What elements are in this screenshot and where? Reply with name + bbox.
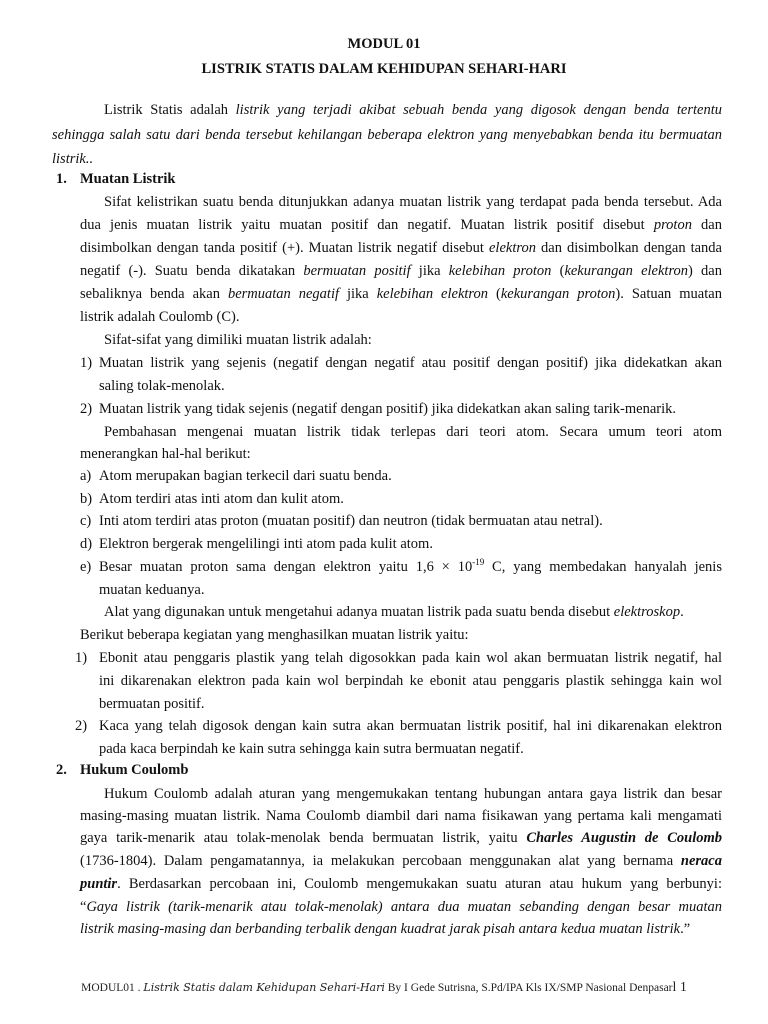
list3-item-1-line-2: ini dikarenakan elektron pada kain wol berpindah ke ebonit atau penggaris plastik sehingga kain wol <box>99 673 722 689</box>
list1-item-2-line-1: Muatan listrik yang tidak sejenis (negatif dengan positif) jika didekatkan akan saling tarik-menarik. <box>99 401 677 417</box>
page-number: l 1 <box>672 980 687 995</box>
list3-item-1-line-1: Ebonit atau penggaris plastik yang telah digosokkan pada kain wol akan bermuatan listrik negatif, hal <box>99 650 722 666</box>
s1-p1-line-1: Sifat kelistrikan suatu benda ditunjukkan adanya muatan listrik yang terdapat pada benda tersebut. Ada <box>104 194 722 210</box>
list3-item-2-line-1: Kaca yang telah digosok dengan kain sutra akan bermuatan listrik positif, hal ini dikarenakan elektron <box>99 718 722 734</box>
list2-item-e-line-1: Besar muatan proton sama dengan elektron yaitu $1,6 \times 10^{-19}$ C, yang membedakan hanyalah jenis <box>99 557 722 575</box>
list1-item-1-line-2: saling tolak-menolak. <box>99 378 225 394</box>
list3-item-1-marker: 1) <box>75 650 88 666</box>
s1-p1-line-6: listrik adalah Coulomb (C). <box>80 309 240 325</box>
s2-line-5: puntir. Berdasarkan percobaan ini, Coulomb mengemukakan suatu aturan atau hukum yang berbunyi: <box>80 876 722 892</box>
page-footer: MODUL01 . Listrik Statis dalam Kehidupan Sehari-Hari By I Gede Sutrisna, S.Pd/IPA Kls IX/SMP Nasional Denpasarl 1 <box>81 980 687 995</box>
s1-p2: Sifat-sifat yang dimiliki muatan listrik adalah: <box>104 332 372 348</box>
list3-item-2-line-2: pada kaca berpindah ke kain sutra sehingga kain sutra bermuatan negatif. <box>99 741 524 757</box>
list2-item-d: Elektron bergerak mengelilingi inti atom pada kulit atom. <box>99 536 433 552</box>
list3-item-2-marker: 2) <box>75 718 88 734</box>
list2-item-b-marker: b) <box>80 491 93 507</box>
section-1-number: 1. <box>56 171 67 187</box>
section-2-number: 2. <box>56 762 67 778</box>
list1-item-1-marker: 1) <box>80 355 93 371</box>
s2-line-2: masing-masing muatan listrik. Nama Coulomb diambil dari nama fisikawan yang pertama kali mengamati <box>80 808 722 824</box>
list2-item-c: Inti atom terdiri atas proton (muatan positif) dan neutron (tidak bermuatan atau netral). <box>99 513 603 529</box>
list2-item-e-line-2: muatan keduanya. <box>99 582 205 598</box>
list2-item-e-marker: e) <box>80 559 92 575</box>
list2-item-a: Atom merupakan bagian terkecil dari suatu benda. <box>99 468 392 484</box>
intro-line-2: sehingga salah satu dari benda tersebut kehilangan beberapa elektron yang menyebabkan benda itu bermuatan <box>52 127 722 143</box>
s2-line-3: gaya tarik-menarik atau tolak-menolak benda bermuatan listrik, yaitu Charles Augustin de Coulomb <box>80 830 722 846</box>
s1-p1-line-4: negatif (-). Suatu benda dikatakan bermuatan positif jika kelebihan proton (kekurangan elektron) dan <box>80 263 722 279</box>
section-2-heading: Hukum Coulomb <box>80 762 189 778</box>
section-1-heading: Muatan Listrik <box>80 171 176 187</box>
list1-item-2-marker: 2) <box>80 401 93 417</box>
module-title: LISTRIK STATIS DALAM KEHIDUPAN SEHARI-HARI <box>201 61 567 77</box>
s1-p3-line-2: menerangkan hal-hal berikut: <box>80 446 251 462</box>
s1-p3-line-1: Pembahasan mengenai muatan listrik tidak terlepas dari teori atom. Secara umum teori atom <box>104 424 722 440</box>
s1-p1-line-5: sebaliknya benda akan bermuatan negatif jika kelebihan elektron (kekurangan proton). Satuan muatan <box>80 286 722 302</box>
intro-line-1: Listrik Statis adalah listrik yang terjadi akibat sebuah benda yang digosok dengan benda tertentu <box>104 102 722 118</box>
intro-line-3: listrik.. <box>52 151 94 167</box>
s1-p5: Berikut beberapa kegiatan yang menghasilkan muatan listrik yaitu: <box>80 627 469 643</box>
list2-item-b: Atom terdiri atas inti atom dan kulit atom. <box>99 491 344 507</box>
list1-item-1-line-1: Muatan listrik yang sejenis (negatif dengan negatif atau positif dengan positif) jika didekatkan akan <box>99 355 722 371</box>
s1-p1-line-2: dua jenis muatan listrik yaitu muatan positif dan negatif. Muatan listrik positif disebut proton dan <box>80 217 722 233</box>
list3-item-1-line-3: bermuatan positif. <box>99 696 205 712</box>
module-number: MODUL 01 <box>347 36 421 52</box>
s2-line-7: listrik masing-masing dan berbanding terbalik dengan kuadrat jarak pisah antara kedua muatan listrik.” <box>80 921 691 937</box>
list2-item-d-marker: d) <box>80 536 93 552</box>
s2-line-4: (1736-1804). Dalam pengamatannya, ia melakukan percobaan menggunakan alat yang bernama neraca <box>80 853 722 869</box>
list2-item-a-marker: a) <box>80 468 92 484</box>
s2-line-6: “Gaya listrik (tarik-menarik atau tolak-menolak) antara dua muatan sebanding dengan besar muatan <box>80 899 722 915</box>
s2-line-1: Hukum Coulomb adalah aturan yang mengemukakan tentang hubungan antara gaya listrik dan besar <box>104 786 722 802</box>
list2-item-c-marker: c) <box>80 513 92 529</box>
s1-p4: Alat yang digunakan untuk mengetahui adanya muatan listrik pada suatu benda disebut elektroskop. <box>104 604 684 620</box>
s1-p1-line-3: disimbolkan dengan tanda positif (+). Muatan listrik negatif disebut elektron dan disimbolkan dengan tanda <box>80 240 722 256</box>
